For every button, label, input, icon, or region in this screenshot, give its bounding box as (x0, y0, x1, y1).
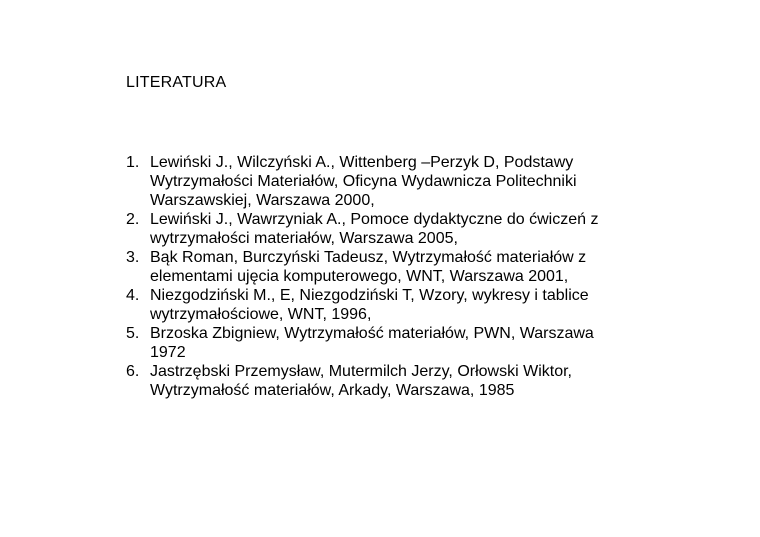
reference-item (126, 153, 616, 210)
reference-line: elementami ujęcia komputerowego, WNT, Warszawa 2001, (150, 268, 569, 285)
reference-number: 4. (126, 287, 140, 304)
reference-item (126, 210, 616, 248)
reference-line: Bąk Roman, Burczyński Tadeusz, Wytrzymałość materiałów z (150, 249, 587, 266)
reference-line: 1972 (150, 344, 186, 361)
reference-number: 6. (126, 363, 140, 380)
reference-line: Lewiński J., Wilczyński A., Wittenberg –Perzyk D, Podstawy (150, 154, 574, 171)
reference-item (126, 362, 616, 400)
reference-line: Niezgodziński M., E, Niezgodziński T, Wzory, wykresy i tablice (150, 287, 589, 304)
reference-line: Wytrzymałość materiałów, Arkady, Warszawa, 1985 (150, 382, 515, 399)
reference-line: wytrzymałości materiałów, Warszawa 2005, (150, 230, 458, 247)
reference-item (126, 248, 616, 286)
reference-number: 1. (126, 154, 140, 171)
reference-line: Wytrzymałości Materiałów, Oficyna Wydawnicza Politechniki (150, 173, 577, 190)
reference-item (126, 324, 616, 362)
reference-number: 3. (126, 249, 140, 266)
reference-line: Jastrzębski Przemysław, Mutermilch Jerzy, Orłowski Wiktor, (150, 363, 572, 380)
reference-list (126, 153, 616, 400)
reference-number: 2. (126, 211, 140, 228)
reference-item (126, 286, 616, 324)
reference-line: Lewiński J., Wawrzyniak A., Pomoce dydaktyczne do ćwiczeń z (150, 211, 599, 228)
reference-line: wytrzymałościowe, WNT, 1996, (150, 306, 372, 323)
reference-line: Brzoska Zbigniew, Wytrzymałość materiałów, PWN, Warszawa (150, 325, 594, 342)
reference-number: 5. (126, 325, 140, 342)
reference-line: Warszawskiej, Warszawa 2000, (150, 192, 375, 209)
page-title: LITERATURA (126, 74, 227, 91)
